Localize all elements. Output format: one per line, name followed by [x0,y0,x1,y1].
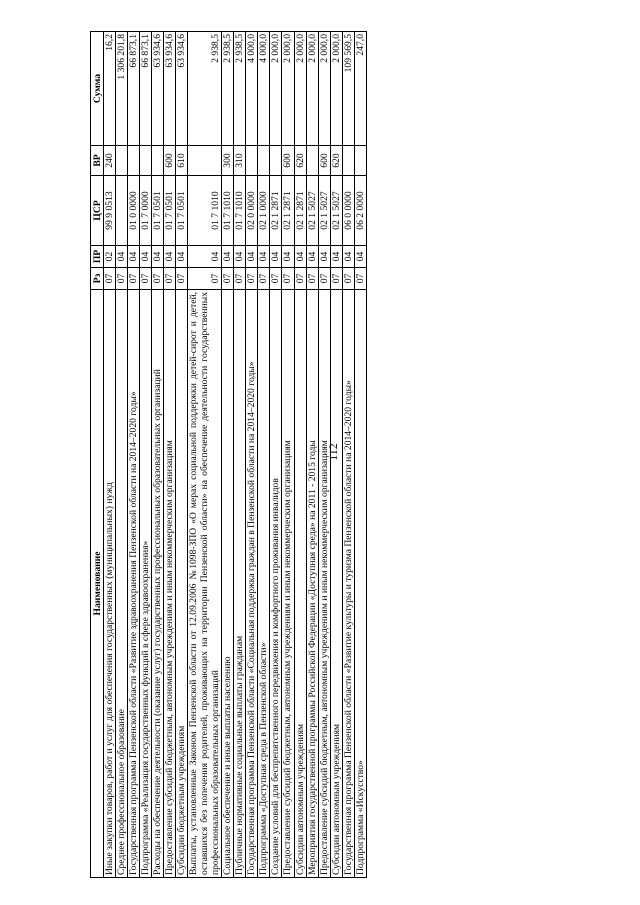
cell-rz: 07 [294,268,306,290]
cell-pr: 04 [282,246,294,268]
budget-table-container [90,32,524,878]
table-row [116,32,128,878]
cell-name: Выплаты, установленные Законом Пензенской области от 12.09.2006 №1098-ЗПО «О мерах социальной поддержки детей-сирот и детей, оставшихся без попечения родителей, проживающих на территории Пензенской области» на обеспечение деятельности государственных профессиональных образовательных организаций [188,290,222,878]
cell-sum: 2 000,0 [318,32,330,146]
cell-pr: 04 [140,246,152,268]
cell-vr [140,146,152,176]
cell-rz: 07 [318,268,330,290]
table-row [306,32,318,878]
table-row [140,32,152,878]
cell-name: Социальное обеспечение и иные выплаты населению [222,290,234,878]
cell-csr: 02 1 2871 [294,176,306,246]
cell-rz: 07 [104,268,116,290]
cell-pr: 04 [116,246,128,268]
cell-pr: 04 [318,246,330,268]
cell-name: Подпрограмма «Реализация государственных функций в сфере здравоохранения» [140,290,152,878]
cell-rz: 07 [354,268,366,290]
cell-vr: 600 [282,146,294,176]
cell-pr: 04 [152,246,164,268]
header-pr: ПР [91,246,104,268]
cell-csr: 06 2 0000 [354,176,366,246]
cell-vr [342,146,354,176]
cell-vr: 600 [164,146,176,176]
table-body [104,32,367,878]
cell-sum: 1 306 201,8 [116,32,128,146]
cell-vr [306,146,318,176]
cell-csr: 02 1 5027 [330,176,342,246]
cell-sum: 16,2 [104,32,116,146]
cell-name: Среднее профессиональное образование [116,290,128,878]
cell-vr [270,146,282,176]
cell-rz: 07 [282,268,294,290]
cell-pr: 04 [270,246,282,268]
cell-sum: 2 000,0 [270,32,282,146]
cell-vr: 610 [176,146,188,176]
cell-csr: 99 9 0513 [104,176,116,246]
table-row [258,32,270,878]
header-rz: Рз [91,268,104,290]
cell-vr [354,146,366,176]
cell-vr [116,146,128,176]
cell-sum: 63 934,6 [176,32,188,146]
cell-sum: 66 873,1 [128,32,140,146]
cell-rz: 07 [222,268,234,290]
cell-csr: 01 0 0000 [128,176,140,246]
cell-rz: 07 [164,268,176,290]
cell-pr: 04 [246,246,258,268]
cell-sum: 2 000,0 [282,32,294,146]
cell-name: Иные закупки товаров, работ и услуг для обеспечения государственных (муниципальных) нужд [104,290,116,878]
cell-csr: 01 7 0501 [152,176,164,246]
cell-rz: 07 [116,268,128,290]
cell-pr: 04 [294,246,306,268]
table-row [342,32,354,878]
table-row [188,32,222,878]
cell-name: Государственная программа Пензенской области «Социальная поддержка граждан в Пензенской области на 2014–2020 годы» [246,290,258,878]
cell-csr: 01 7 1010 [222,176,234,246]
budget-table-rotated [90,32,524,878]
cell-csr [116,176,128,246]
cell-rz: 07 [258,268,270,290]
cell-pr: 04 [222,246,234,268]
table-row [282,32,294,878]
table-row [104,32,116,878]
cell-csr: 06 0 0000 [342,176,354,246]
cell-name: Создание условий для беспрепятственного передвижения и комфортного проживания инвалидов [270,290,282,878]
table-row [294,32,306,878]
cell-csr: 02 0 0000 [246,176,258,246]
cell-pr: 04 [258,246,270,268]
cell-csr: 01 7 0501 [176,176,188,246]
cell-sum: 4 000,0 [246,32,258,146]
cell-name: Предоставление субсидий бюджетным, автономным учреждениям и иным некоммерческим организациям [164,290,176,878]
header-name: Наименование [91,290,104,878]
cell-pr: 04 [164,246,176,268]
cell-vr: 310 [234,146,246,176]
cell-rz: 07 [330,268,342,290]
header-csr: ЦСР [91,176,104,246]
cell-vr: 240 [104,146,116,176]
table-row [234,32,246,878]
cell-sum: 2 000,0 [330,32,342,146]
cell-pr: 04 [354,246,366,268]
cell-csr: 01 7 0000 [140,176,152,246]
cell-sum: 2 938,5 [234,32,246,146]
cell-csr: 02 1 2871 [270,176,282,246]
cell-sum: 66 873,1 [140,32,152,146]
table-row [246,32,258,878]
cell-csr: 02 1 5027 [318,176,330,246]
cell-name: Государственная программа Пензенской области «Развитие культуры и туризма Пензенской области на 2014–2020 годы» [342,290,354,878]
cell-sum: 2 938,5 [222,32,234,146]
table-row [176,32,188,878]
cell-name: Предоставление субсидий бюджетным, автономным учреждениям и иным некоммерческим организациям [282,290,294,878]
table-row [270,32,282,878]
cell-csr: 02 1 2871 [282,176,294,246]
cell-rz: 07 [342,268,354,290]
cell-vr [128,146,140,176]
cell-rz: 07 [152,268,164,290]
cell-vr: 300 [222,146,234,176]
cell-rz: 07 [306,268,318,290]
cell-sum: 2 938,5 [188,32,222,146]
cell-rz: 07 [176,268,188,290]
cell-name: Субсидии бюджетным учреждениям [176,290,188,878]
table-row [164,32,176,878]
cell-sum: 2 000,0 [306,32,318,146]
cell-name: Подпрограмма «Искусство» [354,290,366,878]
cell-pr: 04 [188,246,222,268]
cell-name: Субсидии автономным учреждениям [294,290,306,878]
cell-pr: 04 [330,246,342,268]
cell-csr: 01 7 0501 [164,176,176,246]
table-row [152,32,164,878]
page-number: 112 [326,443,340,461]
table-row [330,32,342,878]
cell-csr: 02 1 5027 [306,176,318,246]
cell-rz: 07 [246,268,258,290]
cell-sum: 247,0 [354,32,366,146]
cell-vr: 620 [330,146,342,176]
table-row [222,32,234,878]
cell-rz: 07 [140,268,152,290]
cell-sum: 2 000,0 [294,32,306,146]
cell-name: Подпрограмма «Доступная среда в Пензенской области» [258,290,270,878]
cell-csr: 02 1 0000 [258,176,270,246]
cell-vr: 600 [318,146,330,176]
cell-name: Публичные нормативные социальные выплаты гражданам [234,290,246,878]
header-sum: Сумма [91,32,104,146]
header-vr: ВР [91,146,104,176]
cell-pr: 04 [306,246,318,268]
table-header-row [91,32,104,878]
cell-name: Расходы на обеспечение деятельности (оказание услуг) государственных профессиональных образовательных организаций [152,290,164,878]
table-row [354,32,366,878]
cell-sum: 109 569,5 [342,32,354,146]
cell-vr: 620 [294,146,306,176]
cell-vr [258,146,270,176]
cell-rz: 07 [188,268,222,290]
table-row [128,32,140,878]
cell-csr: 01 7 1010 [234,176,246,246]
cell-vr [246,146,258,176]
budget-table [90,31,367,878]
cell-name: Субсидии автономным учреждениям [330,290,342,878]
cell-name: Мероприятия государственной программы Российской Федерации «Доступная среда» на 2011 - 2015 годы [306,290,318,878]
cell-pr: 02 [104,246,116,268]
cell-sum: 63 934,6 [152,32,164,146]
cell-pr: 04 [128,246,140,268]
cell-name: Предоставление субсидий бюджетным, автономным учреждениям и иным некоммерческим организациям [318,290,330,878]
cell-pr: 04 [234,246,246,268]
table-row [318,32,330,878]
cell-sum: 4 000,0 [258,32,270,146]
cell-pr: 04 [342,246,354,268]
cell-csr: 01 7 1010 [188,176,222,246]
cell-rz: 07 [128,268,140,290]
cell-name: Государственная программа Пензенской области «Развитие здравоохранения Пензенской области на 2014–2020 годы» [128,290,140,878]
cell-vr [152,146,164,176]
cell-rz: 07 [234,268,246,290]
cell-pr: 04 [176,246,188,268]
cell-vr [188,146,222,176]
cell-sum: 63 934,6 [164,32,176,146]
cell-rz: 07 [270,268,282,290]
